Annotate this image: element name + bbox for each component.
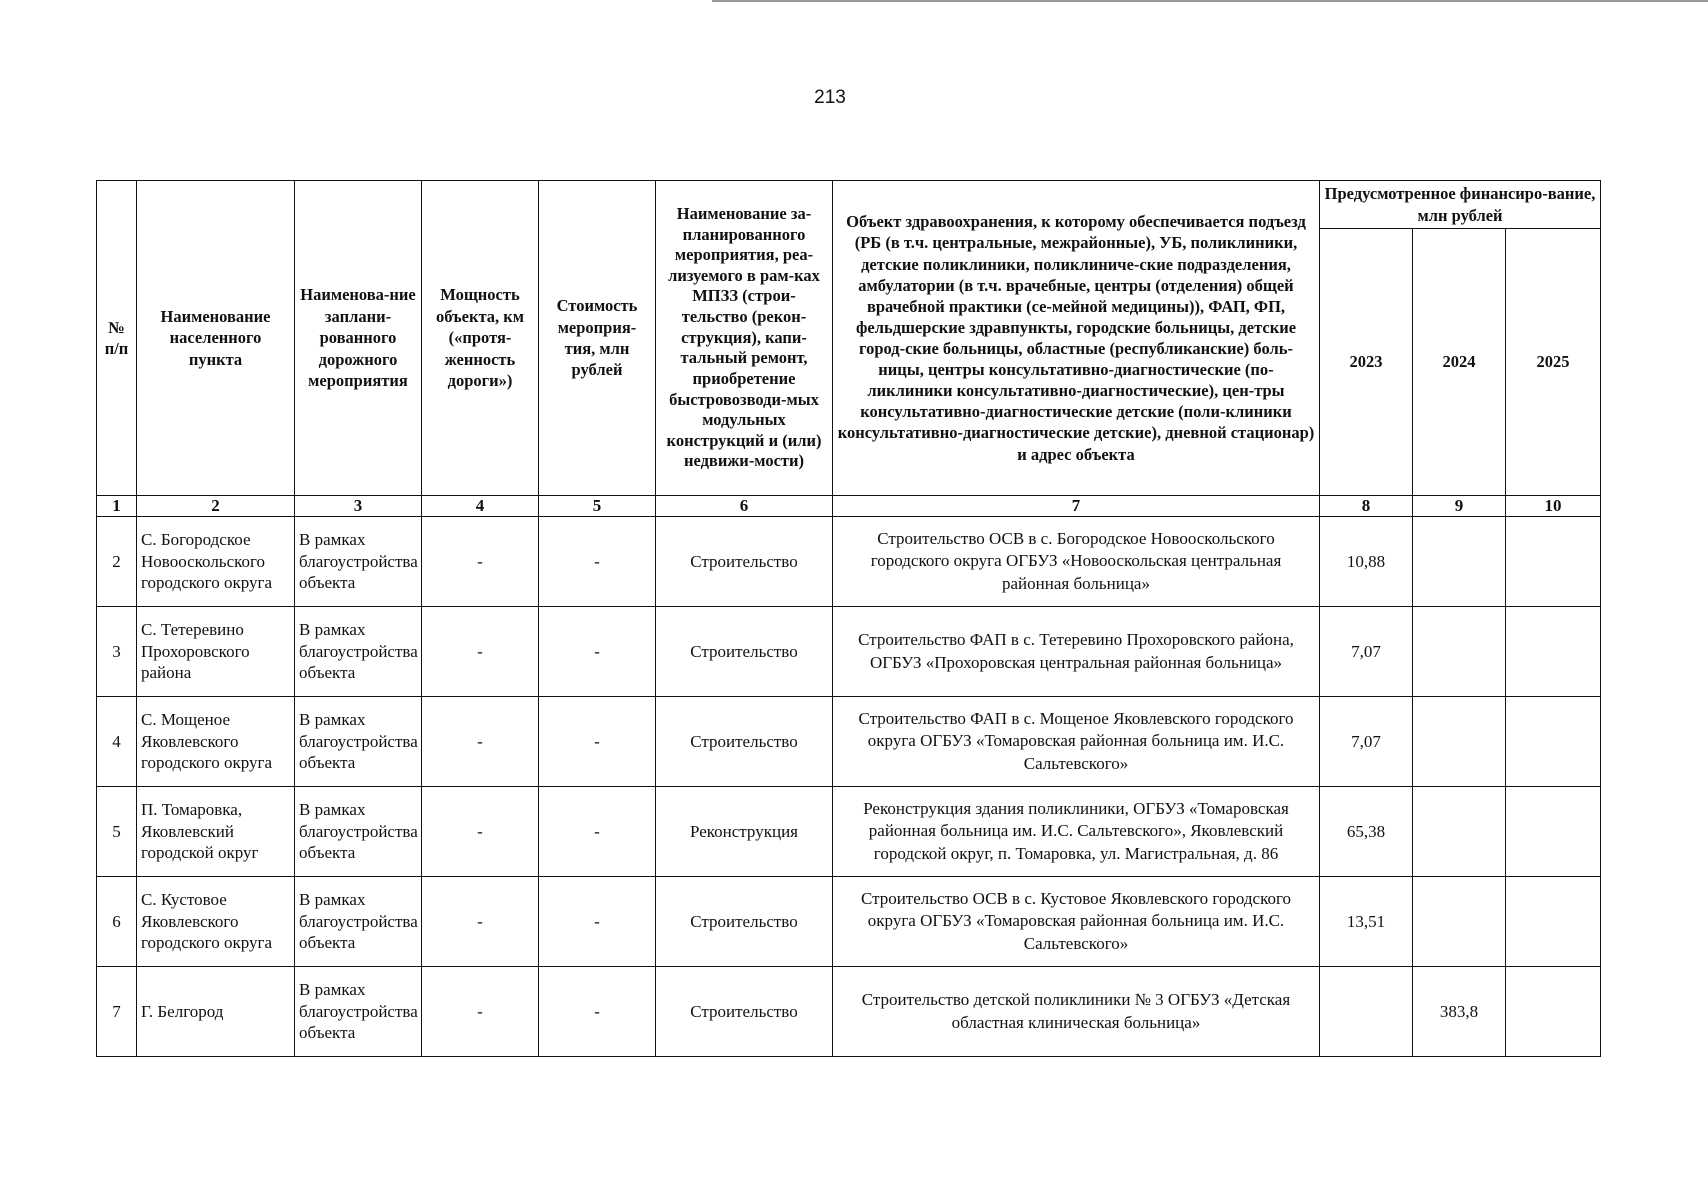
header-year-2025: 2025 (1506, 229, 1601, 496)
settlement-cell: С. Тетеревино Прохоровского района (137, 607, 295, 697)
capacity-cell: - (422, 967, 539, 1057)
table-header (97, 181, 1601, 496)
funding-2023-cell: 7,07 (1320, 607, 1413, 697)
table-row (97, 787, 1601, 877)
column-number: 7 (833, 496, 1320, 517)
page-number: 213 (814, 87, 846, 108)
mpzz-event-cell: Строительство (656, 967, 833, 1057)
capacity-cell: - (422, 697, 539, 787)
funding-2023-cell: 10,88 (1320, 517, 1413, 607)
funding-2023-cell: 7,07 (1320, 697, 1413, 787)
header-number: № п/п (97, 181, 137, 496)
column-number: 9 (1413, 496, 1506, 517)
health-object-cell: Строительство ОСВ в с. Богородское Новооскольского городского округа ОГБУЗ «Новооскольская центральная районная больница» (833, 517, 1320, 607)
health-object-cell: Строительство ОСВ в с. Кустовое Яковлевского городского округа ОГБУЗ «Томаровская районная больница им. И.С. Сальтевского» (833, 877, 1320, 967)
settlement-cell: С. Мощеное Яковлевского городского округа (137, 697, 295, 787)
mpzz-event-cell: Реконструкция (656, 787, 833, 877)
column-number: 8 (1320, 496, 1413, 517)
mpzz-event-cell: Строительство (656, 517, 833, 607)
cost-cell: - (539, 787, 656, 877)
table-row (97, 517, 1601, 607)
header-road-event: Наименова-ние заплани-рованного дорожного мероприятия (295, 181, 422, 496)
settlement-cell: С. Богородское Новооскольского городского округа (137, 517, 295, 607)
header-health-object: Объект здравоохранения, к которому обеспечивается подъезд (РБ (в т.ч. центральные, межрайонные), УБ, поликлиники, детские поликлиники, поликлиниче-ские подразделения, амбулатории (в т.ч. врачебные, центры (отделения) общей врачебной практики (се-мейной медицины)), ФАП, ФП, фельдшерские здравпункты, городские больницы, детские город-ские больницы, областные (республиканские) боль-ницы, центры консультативно-диагностические (по-ликлиники консультативно-диагностические), цен-тры консультативно-диагностические детские (поли-клиники консультативно-диагностические детские), дневной стационар) и адрес объекта (833, 181, 1320, 496)
funding-2024-cell (1413, 787, 1506, 877)
health-object-cell: Строительство ФАП в с. Мощеное Яковлевского городского округа ОГБУЗ «Томаровская районная больница им. И.С. Сальтевского» (833, 697, 1320, 787)
header-settlement: Наименование населенного пункта (137, 181, 295, 496)
funding-2024-cell: 383,8 (1413, 967, 1506, 1057)
road-event-cell: В рамках благоустройства объекта (295, 697, 422, 787)
column-number: 3 (295, 496, 422, 517)
funding-2023-cell (1320, 967, 1413, 1057)
table-row (97, 877, 1601, 967)
table-body (97, 496, 1601, 1057)
table-row (97, 967, 1601, 1057)
funding-2025-cell (1506, 967, 1601, 1057)
health-object-cell: Строительство ФАП в с. Тетеревино Прохоровского района, ОГБУЗ «Прохоровская центральная районная больница» (833, 607, 1320, 697)
header-funding-group: Предусмотренное финансиро-вание, млн рублей (1320, 181, 1601, 229)
funding-2023-cell: 65,38 (1320, 787, 1413, 877)
cost-cell: - (539, 967, 656, 1057)
health-object-cell: Реконструкция здания поликлиники, ОГБУЗ «Томаровская районная больница им. И.С. Сальтевского», Яковлевский городской округ, п. Томаровка, ул. Магистральная, д. 86 (833, 787, 1320, 877)
funding-2023-cell: 13,51 (1320, 877, 1413, 967)
header-cost: Стоимость мероприя-тия, млн рублей (539, 181, 656, 496)
funding-2024-cell (1413, 877, 1506, 967)
header-year-2023: 2023 (1320, 229, 1413, 496)
road-event-cell: В рамках благоустройства объекта (295, 967, 422, 1057)
road-event-cell: В рамках благоустройства объекта (295, 787, 422, 877)
funding-2025-cell (1506, 697, 1601, 787)
settlement-cell: С. Кустовое Яковлевского городского округа (137, 877, 295, 967)
settlement-cell: П. Томаровка, Яковлевский городской округ (137, 787, 295, 877)
capacity-cell: - (422, 517, 539, 607)
row-number: 3 (97, 607, 137, 697)
cost-cell: - (539, 607, 656, 697)
funding-2025-cell (1506, 607, 1601, 697)
header-mpzz-event: Наименование за-планированного мероприятия, реа-лизуемого в рам-ках МПЗЗ (строи-тельство (рекон-струкция), капи-тальный ремонт, приобретение быстровозводи-мых модульных конструкций и (или) недвижи-мости) (656, 181, 833, 496)
column-number: 10 (1506, 496, 1601, 517)
row-number: 7 (97, 967, 137, 1057)
column-number-row (97, 496, 1601, 517)
funding-2025-cell (1506, 517, 1601, 607)
settlement-cell: Г. Белгород (137, 967, 295, 1057)
top-edge-line (712, 0, 1708, 2)
row-number: 2 (97, 517, 137, 607)
road-event-cell: В рамках благоустройства объекта (295, 877, 422, 967)
cost-cell: - (539, 697, 656, 787)
column-number: 4 (422, 496, 539, 517)
capacity-cell: - (422, 877, 539, 967)
capacity-cell: - (422, 787, 539, 877)
column-number: 2 (137, 496, 295, 517)
capacity-cell: - (422, 607, 539, 697)
funding-2024-cell (1413, 697, 1506, 787)
column-number: 1 (97, 496, 137, 517)
header-year-2024: 2024 (1413, 229, 1506, 496)
mpzz-event-cell: Строительство (656, 877, 833, 967)
table-row (97, 607, 1601, 697)
financing-table (96, 180, 1601, 1057)
header-capacity: Мощность объекта, км («протя-женность дороги») (422, 181, 539, 496)
column-number: 6 (656, 496, 833, 517)
health-object-cell: Строительство детской поликлиники № 3 ОГБУЗ «Детская областная клиническая больница» (833, 967, 1320, 1057)
cost-cell: - (539, 877, 656, 967)
funding-2024-cell (1413, 517, 1506, 607)
road-event-cell: В рамках благоустройства объекта (295, 517, 422, 607)
mpzz-event-cell: Строительство (656, 607, 833, 697)
road-event-cell: В рамках благоустройства объекта (295, 607, 422, 697)
row-number: 6 (97, 877, 137, 967)
mpzz-event-cell: Строительство (656, 697, 833, 787)
table-row (97, 697, 1601, 787)
funding-2025-cell (1506, 787, 1601, 877)
column-number: 5 (539, 496, 656, 517)
funding-2025-cell (1506, 877, 1601, 967)
row-number: 5 (97, 787, 137, 877)
funding-2024-cell (1413, 607, 1506, 697)
cost-cell: - (539, 517, 656, 607)
row-number: 4 (97, 697, 137, 787)
